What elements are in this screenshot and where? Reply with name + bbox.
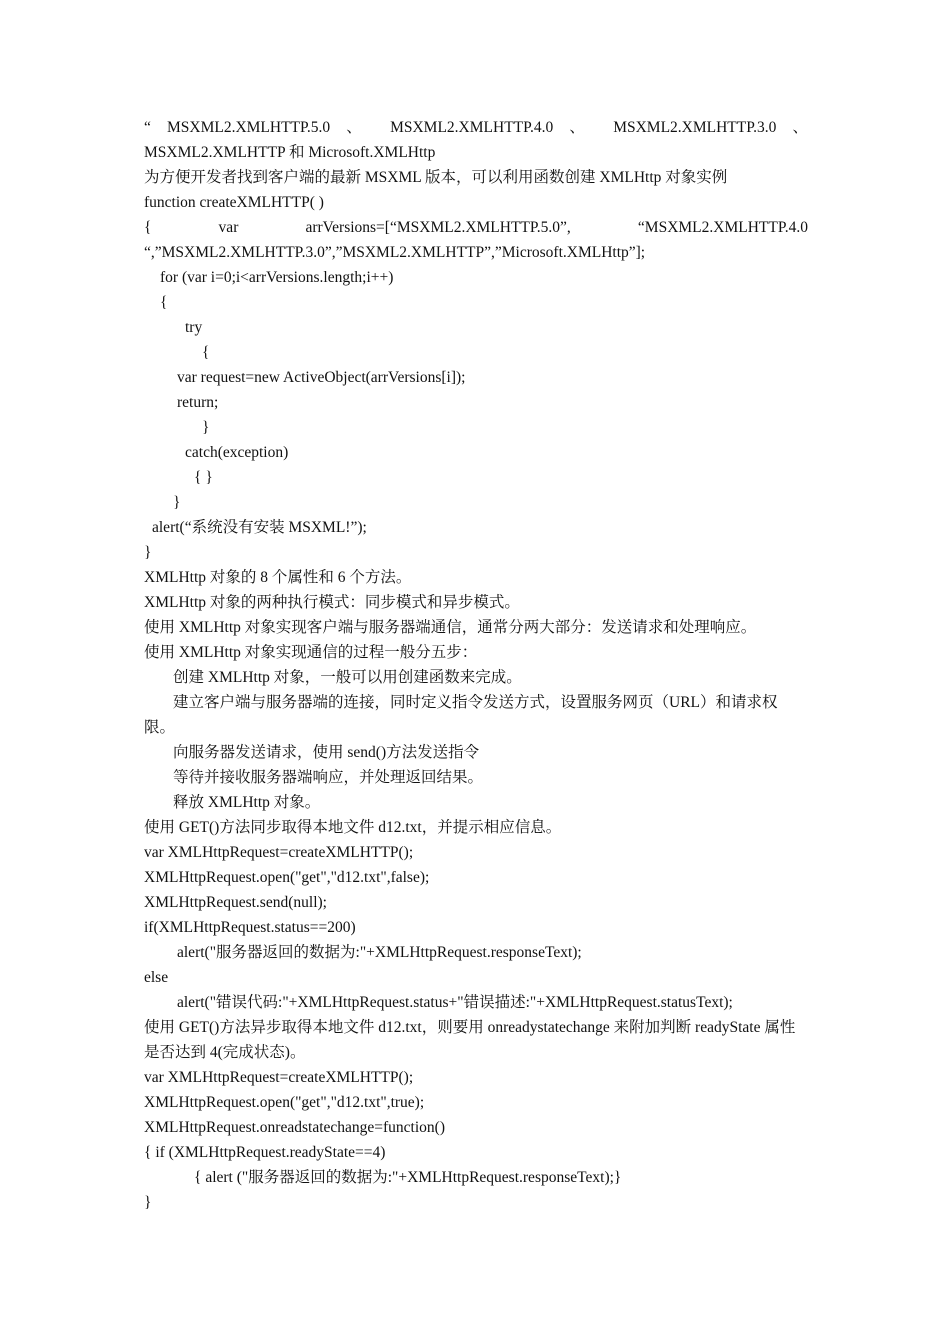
code-line: { alert ("服务器返回的数据为:"+XMLHttpRequest.responseText);} — [194, 1169, 622, 1186]
code-line: { — [160, 294, 168, 311]
code-line: for (var i=0;i<arrVersions.length;i++) — [160, 269, 394, 286]
code-line: XMLHttpRequest.open("get","d12.txt",true); — [144, 1094, 425, 1111]
code-line: { if (XMLHttpRequest.readyState==4) — [144, 1144, 386, 1161]
text-line: XMLHttp 对象的两种执行模式：同步模式和异步模式。 — [144, 594, 520, 611]
code-line: alert("服务器返回的数据为:"+XMLHttpRequest.responseText); — [177, 944, 582, 961]
text-line: 为方便开发者找到客户端的最新 MSXML 版本，可以利用函数创建 XMLHttp 对象实例 — [144, 169, 728, 186]
code-line: alert("错误代码:"+XMLHttpRequest.status+"错误描述:"+XMLHttpRequest.statusText); — [177, 994, 733, 1011]
code-line: } — [144, 1194, 152, 1211]
text-line: 使用 GET()方法异步取得本地文件 d12.txt，则要用 onreadystatechange 来附加判断 readyState 属性是否达到 4(完成状态)。 — [144, 1019, 796, 1061]
code-line: function createXMLHTTP( ) — [144, 194, 324, 211]
code-line: XMLHttpRequest.send(null); — [144, 894, 327, 911]
text-paragraph — [144, 690, 808, 740]
code-line: { — [202, 344, 210, 361]
code-line: } — [173, 494, 181, 511]
code-line: if(XMLHttpRequest.status==200) — [144, 919, 356, 936]
text-line: MSXML2.XMLHTTP 和 Microsoft.XMLHttp — [144, 144, 436, 161]
text-line: 使用 GET()方法同步取得本地文件 d12.txt，并提示相应信息。 — [144, 819, 562, 836]
code-line: try — [185, 319, 203, 336]
text-line: 使用 XMLHttp 对象实现客户端与服务器端通信，通常分两大部分：发送请求和处理响应。 — [144, 619, 757, 636]
text-line: 建立客户端与服务器端的连接，同时定义指令发送方式，设置服务网页（URL）和请求权限。 — [144, 694, 778, 736]
code-line: { } — [194, 469, 213, 486]
code-line: else — [144, 969, 169, 986]
code-line: } — [144, 544, 152, 561]
code-line: var request=new ActiveObject(arrVersions[i]); — [177, 369, 466, 386]
text-line: 等待并接收服务器端响应，并处理返回结果。 — [173, 769, 484, 786]
text-line: 向服务器发送请求，使用 send()方法发送指令 — [173, 744, 480, 761]
text-line: “ MSXML2.XMLHTTP.5.0 、 MSXML2.XMLHTTP.4.0 、 MSXML2.XMLHTTP.3.0 、 — [144, 119, 808, 136]
code-line: var XMLHttpRequest=createXMLHTTP(); — [144, 844, 414, 861]
text-line: 使用 XMLHttp 对象实现通信的过程一般分五步： — [144, 644, 478, 661]
text-paragraph — [144, 1015, 808, 1065]
code-line: var XMLHttpRequest=createXMLHTTP(); — [144, 1069, 414, 1086]
text-line: 释放 XMLHttp 对象。 — [173, 794, 321, 811]
text-line: 创建 XMLHttp 对象，一般可以用创建函数来完成。 — [173, 669, 522, 686]
text-line: XMLHttp 对象的 8 个属性和 6 个方法。 — [144, 569, 412, 586]
document-body — [144, 115, 808, 1215]
code-line: } — [202, 419, 210, 436]
code-line: alert(“系统没有安装 MSXML!”); — [152, 519, 367, 536]
code-line: catch(exception) — [185, 444, 289, 461]
code-line: “,”MSXML2.XMLHTTP.3.0”,”MSXML2.XMLHTTP”,”Microsoft.XMLHttp”]; — [144, 244, 646, 261]
code-line: XMLHttpRequest.open("get","d12.txt",false); — [144, 869, 430, 886]
code-line: { var arrVersions=[“MSXML2.XMLHTTP.5.0”, “MSXML2.XMLHTTP.4.0 — [144, 219, 808, 236]
code-line: XMLHttpRequest.onreadstatechange=function() — [144, 1119, 445, 1136]
code-line: return; — [177, 394, 219, 411]
